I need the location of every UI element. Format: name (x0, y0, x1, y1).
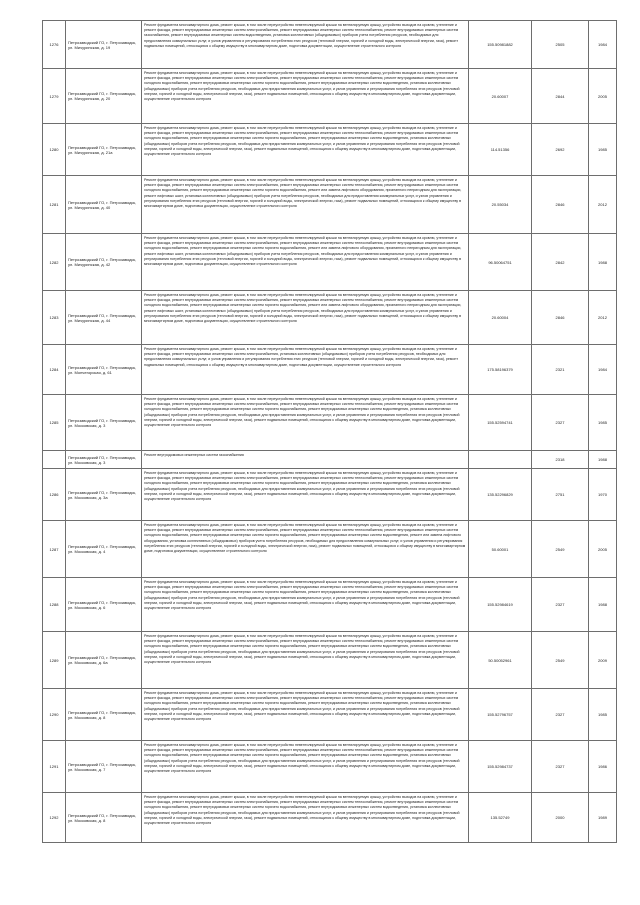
works-cell (142, 176, 469, 234)
works-text: Ремонт фундамента многоквартирного дома, ремонт крыши, в том числе переустройство невентилируемой крыши на вентилируемую крышу, устройство выходов на кровлю, утепление и ремонт фасада, ремонт внутридомовых инженерных систем электроснабжения, ремонт внутридомовых инженерных систем теплоснабжения, ремонт внутридомовых инженерных систем холодного водоснабжения, ремонт внутридомовых инженерных систем горячего водоснабжения, ремонт внутридомовых инженерных систем водоотведения, установка коллективных (общедомовых) приборов учета потребления ресурсов, необходимых для предоставления коммунальных услуг, и узлов управления и регулирования потребления этих ресурсов (тепловой энергии, горячей и холодной воды, электрической энергии, газа), ремонт подвальных помещений, относящихся к общему имуществу в многоквартирном доме, подготовка документации, осуществление строительного контроля (144, 397, 460, 428)
address-cell: Петрозаводский ГО, г. Петрозаводск, ул. Мичуринская, д. 42 (66, 234, 142, 291)
cost-cell: 155.52594741 (469, 395, 532, 451)
address-cell: Петрозаводский ГО, г. Петрозаводск, ул. Мончегорская, д. 61 (66, 345, 142, 395)
works-cell (142, 689, 469, 741)
works-text: Ремонт фундамента многоквартирного дома, ремонт крыши, в том числе переустройство невентилируемой крыши на вентилируемую крышу, устройство выходов на кровлю, утепление и ремонт фасада, ремонт внутридомовых инженерных систем электроснабжения, ремонт внутридомовых инженерных систем теплоснабжения, ремонт внутридомовых инженерных систем холодного водоснабжения, ремонт внутридомовых инженерных систем горячего водоснабжения, ремонт внутридомовых инженерных систем водоотведения, ремонт или замена лифтового оборудования, установка коллективных (общедомовых) приборов учета потребления ресурсов, необходимых для предоставления коммунальных услуг, и узлов управления и регулирования потребления этих ресурсов (тепловой энергии, горячей и холодной воды, электрической энергии, газа), ремонт подвальных помещений, относящихся к общему имуществу в многоквартирном доме, подготовка документации, осуществление строительного контроля (144, 523, 466, 554)
area-cell: 2327 (532, 741, 589, 793)
cost-cell: 20.60004 (469, 291, 532, 345)
address-cell: Петрозаводский ГО, г. Петрозаводск, ул. Мичуринская, д. 21а (66, 124, 142, 176)
cost-cell: 50.60001 (469, 521, 532, 578)
address-cell: Петрозаводский ГО, г. Петрозаводск, ул. Московская, д. 8 (66, 689, 142, 741)
area-cell: 2318 (532, 451, 589, 469)
repair-program-table (42, 20, 617, 843)
works-cell (142, 632, 469, 689)
cost-cell (469, 451, 532, 469)
works-text: Ремонт фундамента многоквартирного дома, ремонт крыши, в том числе переустройство невентилируемой крыши на вентилируемую крышу, устройство выходов на кровлю, утепление и ремонт фасада, ремонт внутридомовых инженерных систем электроснабжения, ремонт внутридомовых инженерных систем теплоснабжения, ремонт внутридомовых инженерных систем холодного водоснабжения, ремонт внутридомовых инженерных систем горячего водоснабжения, ремонт внутридомовых инженерных систем водоотведения, установка коллективных (общедомовых) приборов учета потребления ресурсов, необходимых для предоставления коммунальных услуг, и узлов управления и регулирования потребления этих ресурсов (тепловой энергии, горячей и холодной воды, электрической энергии, газа), ремонт подвальных помещений, относящихся к общему имуществу в многоквартирном доме, подготовка документации, осуществление строительного контроля (144, 71, 460, 102)
year-cell: 2005 (589, 521, 617, 578)
cost-cell: 155.52984737 (469, 741, 532, 793)
year-cell: 1989 (589, 793, 617, 843)
area-cell: 2842 (532, 234, 589, 291)
year-cell: 1985 (589, 689, 617, 741)
area-cell: 2549 (532, 521, 589, 578)
row-number: 1287 (43, 521, 66, 578)
works-text: Ремонт внутридомовых инженерных систем газоснабжения (144, 453, 244, 457)
works-cell (142, 469, 469, 521)
address-cell: Петрозаводский ГО, г. Петрозаводск, ул. Мичуринская, д. 20 (66, 69, 142, 124)
works-cell (142, 741, 469, 793)
address-cell: Петрозаводский ГО, г. Петрозаводск, ул. Мичуринская, д. 40 (66, 176, 142, 234)
works-text: Ремонт фундамента многоквартирного дома, ремонт крыши, в том числе переустройство невентилируемой крыши на вентилируемую крышу, устройство выходов на кровлю, утепление и ремонт фасада, ремонт внутридомовых инженерных систем электроснабжения, ремонт внутридомовых инженерных систем теплоснабжения, ремонт внутридомовых инженерных систем холодного водоснабжения, ремонт внутридомовых инженерных систем горячего водоснабжения, ремонт внутридомовых инженерных систем водоотведения, установка коллективных (общедомовых) приборов учета потребления ресурсов, необходимых для предоставления коммунальных услуг, и узлов управления и регулирования потребления этих ресурсов (тепловой энергии, горячей и холодной воды, электрической энергии, газа), ремонт подвальных помещений, относящихся к общему имуществу в многоквартирном доме, подготовка документации, осуществление строительного контроля (144, 691, 460, 722)
works-text: Ремонт фундамента многоквартирного дома, ремонт крыши, в том числе переустройство невентилируемой крыши на вентилируемую крышу, устройство выходов на кровлю, утепление и ремонт фасада, ремонт внутридомовых инженерных систем электроснабжения, ремонт внутридомовых инженерных систем теплоснабжения, ремонт внутридомовых инженерных систем холодного водоснабжения, ремонт внутридомовых инженерных систем горячего водоснабжения, ремонт внутридомовых инженерных систем водоотведения, установка коллективных (общедомовых) приборов учета потребления ресурсов, необходимых для предоставления коммунальных услуг, и узлов управления и регулирования потребления этих ресурсов (тепловой энергии, горячей и холодной воды, электрической энергии, газа), ремонт подвальных помещений, относящихся к общему имуществу в многоквартирном доме, подготовка документации, осуществление строительного контроля (144, 743, 460, 774)
area-cell: 2327 (532, 395, 589, 451)
row-number (43, 451, 66, 469)
table-row (43, 451, 617, 469)
table-row (43, 632, 617, 689)
address-cell: Петрозаводский ГО, г. Петрозаводск, ул. Московская, д. 3а (66, 469, 142, 521)
works-text: Ремонт фундамента многоквартирного дома, ремонт крыши, в том числе переустройство невентилируемой крыши на вентилируемую крышу, устройство выходов на кровлю, утепление и ремонт фасада, ремонт внутридомовых инженерных систем электроснабжения, ремонт внутридомовых инженерных систем теплоснабжения, ремонт внутридомовых инженерных систем холодного водоснабжения, ремонт внутридомовых инженерных систем горячего водоснабжения, ремонт внутридомовых инженерных систем водоотведения, установка коллективных (общедомовых) приборов учета потребления ресурсов, необходимых для предоставления коммунальных услуг, и узлов управления и регулирования потребления этих ресурсов (тепловой энергии, горячей и холодной воды, электрической энергии, газа), ремонт подвальных помещений, относящихся к общему имуществу в многоквартирном доме, подготовка документации, осуществление строительного контроля (144, 634, 460, 665)
works-cell (142, 578, 469, 632)
works-text: Ремонт фундамента многоквартирного дома, ремонт крыши, в том числе переустройство невентилируемой крыши на вентилируемую крышу, устройство выходов на кровлю, утепление и ремонт фасада, ремонт внутридомовых инженерных систем электроснабжения, ремонт внутридомовых инженерных систем теплоснабжения, ремонт внутридомовых инженерных систем холодного водоснабжения, ремонт внутридомовых инженерных систем горячего водоснабжения, ремонт внутридомовых инженерных систем водоотведения, установка коллективных (общедомовых) приборов учета потребления ресурсов, необходимых для предоставления коммунальных услуг, и узлов управления и регулирования потребления этих ресурсов (тепловой энергии, горячей и холодной воды, электрической энергии, газа), ремонт подвальных помещений, относящихся к общему имуществу в многоквартирном доме, подготовка документации, осуществление строительного контроля (144, 795, 460, 826)
address-cell: Петрозаводский ГО, г. Петрозаводск, ул. Московская, д. 8 (66, 793, 142, 843)
works-text: Ремонт фундамента многоквартирного дома, ремонт крыши, в том числе переустройство невентилируемой крыши на вентилируемую крышу, устройство выходов на кровлю, утепление и ремонт фасада, ремонт внутридомовых инженерных систем электроснабжения, ремонт внутридомовых инженерных систем теплоснабжения, ремонт внутридомовых инженерных систем холодного водоснабжения, ремонт внутридомовых инженерных систем горячего водоснабжения, ремонт внутридомовых инженерных систем водоотведения, установка коллективных (общедомовых) приборов учета потребления ресурсов, необходимых для предоставления коммунальных услуг, и узлов управления и регулирования потребления этих ресурсов (тепловой энергии, горячей и холодной воды, электрической энергии, газа), ремонт подвальных помещений, относящихся к общему имуществу в многоквартирном доме, подготовка документации, осуществление строительного контроля (144, 471, 460, 502)
address-cell: Петрозаводский ГО, г. Петрозаводск, ул. Московская, д. 3 (66, 451, 142, 469)
works-cell (142, 291, 469, 345)
row-number: 1282 (43, 234, 66, 291)
year-cell: 2012 (589, 176, 617, 234)
row-number: 1288 (43, 578, 66, 632)
cost-cell: 114.51356 (469, 124, 532, 176)
cost-cell: 135.52749 (469, 793, 532, 843)
area-cell: 2549 (532, 632, 589, 689)
area-cell: 2692 (532, 124, 589, 176)
row-number: 1290 (43, 689, 66, 741)
works-cell (142, 345, 469, 395)
works-cell (142, 21, 469, 69)
works-cell (142, 451, 469, 469)
table-row (43, 21, 617, 69)
area-cell: 2846 (532, 291, 589, 345)
area-cell: 2000 (532, 793, 589, 843)
table-row (43, 176, 617, 234)
address-cell: Петрозаводский ГО, г. Петрозаводск, ул. Московская, д. 4 (66, 521, 142, 578)
area-cell: 2844 (532, 69, 589, 124)
year-cell: 1984 (589, 345, 617, 395)
year-cell: 1988 (589, 578, 617, 632)
works-text: Ремонт фундамента многоквартирного дома, ремонт крыши, в том числе переустройство невентилируемой крыши на вентилируемую крышу, устройство выходов на кровлю, утепление и ремонт фасада, ремонт внутридомовых инженерных систем электроснабжения, установка коллективных (общедомовых) приборов учета потребления ресурсов, необходимых для предоставления коммунальных услуг, и узлов управления и регулирования потребления этих ресурсов (тепловой энергии, горячей и холодной воды, электрической энергии, газа), ремонт подвальных помещений, относящихся к общему имуществу в многоквартирном доме, подготовка документации, осуществление строительного контроля (144, 347, 458, 367)
table-row (43, 291, 617, 345)
table-row (43, 469, 617, 521)
cost-cell: 155.52984619 (469, 578, 532, 632)
row-number: 1276 (43, 21, 66, 69)
row-number: 1291 (43, 741, 66, 793)
table-row (43, 395, 617, 451)
year-cell: 2009 (589, 632, 617, 689)
address-cell: Петрозаводский ГО, г. Петрозаводск, ул. Московская, д. 6а (66, 632, 142, 689)
year-cell: 1986 (589, 741, 617, 793)
row-number: 1286 (43, 469, 66, 521)
works-cell (142, 69, 469, 124)
year-cell: 2012 (589, 291, 617, 345)
year-cell: 2005 (589, 69, 617, 124)
row-number: 1284 (43, 345, 66, 395)
cost-cell: 135.52296829 (469, 469, 532, 521)
works-text: Ремонт фундамента многоквартирного дома, ремонт крыши, в том числе переустройство невентилируемой крыши на вентилируемую крышу, устройство выходов на кровлю, утепление и ремонт фасада, ремонт внутридомовых инженерных систем электроснабжения, ремонт внутридомовых инженерных систем теплоснабжения, ремонт внутридомовых инженерных систем холодного водоснабжения, ремонт внутридомовых инженерных систем горячего водоснабжения, ремонт или замена лифтового оборудования, признанного непригодным для эксплуатации, ремонт лифтовых шахт, установка коллективных (общедомовых) приборов учета потребления ресурсов, необходимых для предоставления коммунальных услуг, и узлов управления и регулирования потребления этих ресурсов (тепловой энергии, горячей и холодной воды, электрической энергии, газа), ремонт подвальных помещений, относящихся к общему имуществу в многоквартирном доме, подготовка документации, осуществление строительного контроля (144, 293, 462, 324)
area-cell: 2327 (532, 689, 589, 741)
year-cell: 1984 (589, 21, 617, 69)
address-cell: Петрозаводский ГО, г. Петрозаводск, ул. Мичуринская, д. 19 (66, 21, 142, 69)
document-page (42, 20, 607, 843)
area-cell: 2505 (532, 21, 589, 69)
table-body (43, 21, 617, 843)
table-row (43, 741, 617, 793)
table-row (43, 578, 617, 632)
works-text: Ремонт фундамента многоквартирного дома, ремонт крыши, в том числе переустройство невентилируемой крыши на вентилируемую крышу, устройство выходов на кровлю, утепление и ремонт фасада, ремонт внутридомовых инженерных систем электроснабжения, ремонт внутридомовых инженерных систем теплоснабжения, ремонт внутридомовых инженерных систем холодного водоснабжения, ремонт внутридомовых инженерных систем горячего водоснабжения, ремонт или замена лифтового оборудования, признанного непригодным для эксплуатации, ремонт лифтовых шахт, установка коллективных (общедомовых) приборов учета потребления ресурсов, необходимых для предоставления коммунальных услуг, и узлов управления и регулирования потребления этих ресурсов (тепловой энергии, горячей и холодной воды, электрической энергии, газа), ремонт подвальных помещений, относящихся к общему имуществу в многоквартирном доме, подготовка документации, осуществление строительного контроля (144, 178, 462, 209)
cost-cell: 175.58196379 (469, 345, 532, 395)
table-row (43, 234, 617, 291)
works-text: Ремонт фундамента многоквартирного дома, ремонт крыши, в том числе переустройство невентилируемой крыши на вентилируемую крышу, устройство выходов на кровлю, утепление и ремонт фасада, ремонт внутридомовых инженерных систем электроснабжения, ремонт внутридомовых инженерных систем теплоснабжения, ремонт внутридомовых инженерных систем холодного водоснабжения, ремонт внутридомовых инженерных систем горячего водоснабжения, ремонт внутридомовых инженерных систем водоотведения, установка коллективных (общедомовых) приборов учета потребления ресурсов, необходимых для предоставления коммунальных услуг, и узлов управления и регулирования потребления этих ресурсов (тепловой энергии, горячей и холодной воды, электрической энергии, газа), ремонт подвальных помещений, относящихся к общему имуществу в многоквартирном доме, подготовка документации, осуществление строительного контроля (144, 580, 460, 611)
row-number: 1289 (43, 632, 66, 689)
row-number: 1283 (43, 291, 66, 345)
year-cell: 1970 (589, 469, 617, 521)
row-number: 1280 (43, 124, 66, 176)
table-row (43, 124, 617, 176)
works-cell (142, 521, 469, 578)
works-cell (142, 124, 469, 176)
area-cell: 2846 (532, 176, 589, 234)
area-cell: 2751 (532, 469, 589, 521)
works-text: Ремонт фундамента многоквартирного дома, ремонт крыши, в том числе переустройство невентилируемой крыши на вентилируемую крышу, устройство выходов на кровлю, утепление и ремонт фасада, ремонт внутридомовых инженерных систем электроснабжения, ремонт внутридомовых инженерных систем теплоснабжения, ремонт внутридомовых инженерных систем газоснабжения, ремонт внутридомовых инженерных систем водоотведения, установка коллективных (общедомовых) приборов учета потребления ресурсов, необходимых для предоставления коммунальных услуг, и узлов управления и регулирования потребления этих ресурсов (тепловой энергии, горячей и холодной воды, электрической энергии, газа), ремонт подвальных помещений, относящихся к общему имуществу в многоквартирном доме, подготовка документации, осуществление строительного контроля (144, 23, 459, 48)
cost-cell: 50.50052961 (469, 632, 532, 689)
address-cell: Петрозаводский ГО, г. Петрозаводск, ул. Московская, д. 6 (66, 578, 142, 632)
works-cell (142, 793, 469, 843)
address-cell: Петрозаводский ГО, г. Петрозаводск, ул. Мичуринская, д. 44 (66, 291, 142, 345)
table-row (43, 521, 617, 578)
row-number: 1279 (43, 69, 66, 124)
table-row (43, 345, 617, 395)
works-text: Ремонт фундамента многоквартирного дома, ремонт крыши, в том числе переустройство невентилируемой крыши на вентилируемую крышу, устройство выходов на кровлю, утепление и ремонт фасада, ремонт внутридомовых инженерных систем электроснабжения, ремонт внутридомовых инженерных систем теплоснабжения, ремонт внутридомовых инженерных систем холодного водоснабжения, ремонт внутридомовых инженерных систем горячего водоснабжения, ремонт или замена лифтового оборудования, признанного непригодным для эксплуатации, ремонт лифтовых шахт, установка коллективных (общедомовых) приборов учета потребления ресурсов, необходимых для предоставления коммунальных услуг, и узлов управления и регулирования потребления этих ресурсов (тепловой энергии, горячей и холодной воды, электрической энергии, газа), ремонт подвальных помещений, относящихся к общему имуществу в многоквартирном доме, подготовка документации, осуществление строительного контроля (144, 236, 462, 267)
works-text: Ремонт фундамента многоквартирного дома, ремонт крыши, в том числе переустройство невентилируемой крыши на вентилируемую крышу, устройство выходов на кровлю, утепление и ремонт фасада, ремонт внутридомовых инженерных систем электроснабжения, ремонт внутридомовых инженерных систем теплоснабжения, ремонт внутридомовых инженерных систем холодного водоснабжения, ремонт внутридомовых инженерных систем горячего водоснабжения, ремонт внутридомовых инженерных систем водоотведения, установка коллективных (общедомовых) приборов учета потребления ресурсов, необходимых для предоставления коммунальных услуг, и узлов управления и регулирования потребления этих ресурсов (тепловой энергии, горячей и холодной воды, электрической энергии, газа), ремонт подвальных помещений, относящихся к общему имуществу в многоквартирном доме, подготовка документации, осуществление строительного контроля (144, 126, 460, 157)
cost-cell: 96.50064751 (469, 234, 532, 291)
row-number: 1292 (43, 793, 66, 843)
row-number: 1281 (43, 176, 66, 234)
row-number: 1285 (43, 395, 66, 451)
table-row (43, 689, 617, 741)
year-cell: 1988 (589, 234, 617, 291)
works-cell (142, 234, 469, 291)
area-cell: 2327 (532, 578, 589, 632)
cost-cell: 155.50981882 (469, 21, 532, 69)
year-cell: 1985 (589, 124, 617, 176)
year-cell: 1985 (589, 395, 617, 451)
year-cell: 1988 (589, 451, 617, 469)
area-cell: 2321 (532, 345, 589, 395)
cost-cell: 155.52796757 (469, 689, 532, 741)
cost-cell: 20.55034 (469, 176, 532, 234)
works-cell (142, 395, 469, 451)
address-cell: Петрозаводский ГО, г. Петрозаводск, ул. Московская, д. 7 (66, 741, 142, 793)
table-row (43, 793, 617, 843)
table-row (43, 69, 617, 124)
cost-cell: 20.60007 (469, 69, 532, 124)
address-cell: Петрозаводский ГО, г. Петрозаводск, ул. Московская, д. 3 (66, 395, 142, 451)
